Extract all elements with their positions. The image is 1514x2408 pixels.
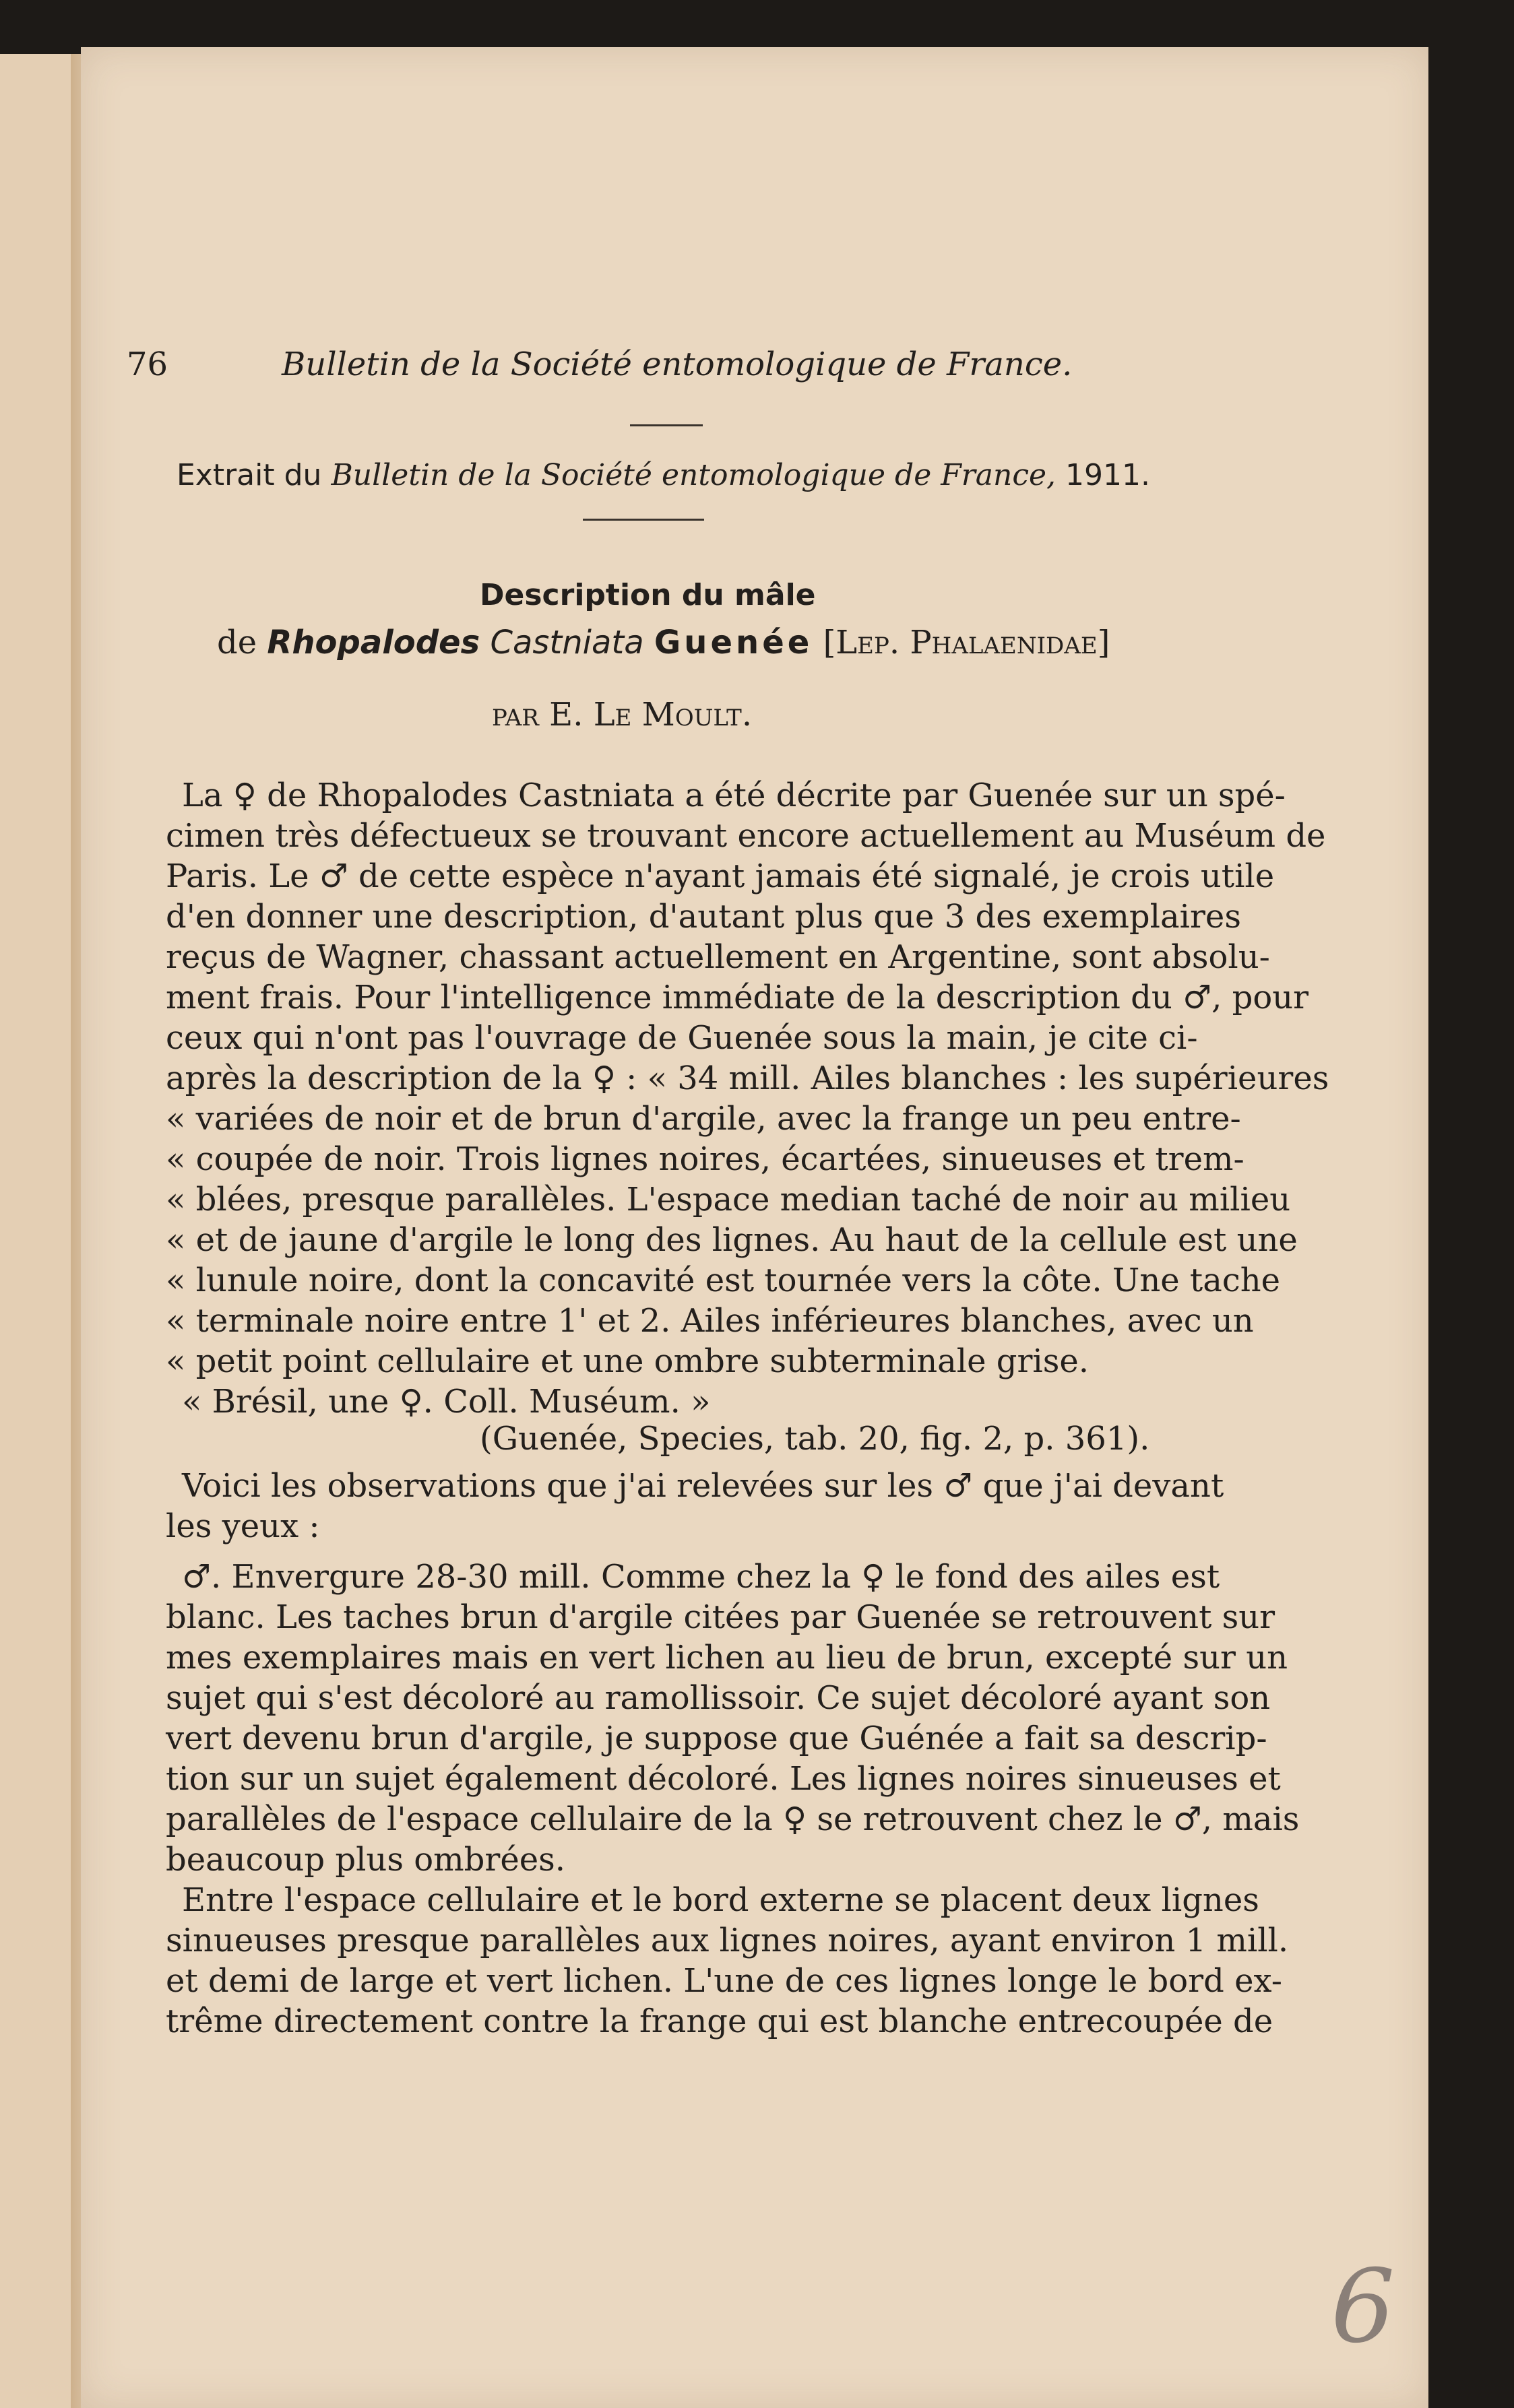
text-line: « terminale noire entre 1' et 2. Ailes inférieures blanches, avec un: [166, 1302, 1254, 1340]
text-line: « Brésil, une ♀. Coll. Muséum. »: [182, 1383, 711, 1421]
text-line: les yeux :: [166, 1507, 320, 1545]
text-line: reçus de Wagner, chassant actuellement en Argentine, sont absolu-: [166, 938, 1270, 976]
article-title: Description du mâle: [480, 578, 816, 612]
text-line: ment frais. Pour l'intelligence immédiate de la description du ♂, pour: [166, 979, 1309, 1016]
text-line: « variées de noir et de brun d'argile, avec la frange un peu entre-: [166, 1100, 1241, 1138]
separator-rule: [630, 424, 703, 426]
text-line: La ♀ de Rhopalodes Castniata a été décrite par Guenée sur un spé-: [182, 777, 1286, 814]
text-line: « lunule noire, dont la concavité est tournée vers la côte. Une tache: [166, 1262, 1281, 1299]
previous-page-edge: [0, 54, 81, 2408]
text-line: « petit point cellulaire et une ombre subterminale grise.: [166, 1342, 1090, 1380]
text-line: « coupée de noir. Trois lignes noires, écartées, sinueuses et trem-: [166, 1140, 1244, 1178]
text-line: après la description de la ♀ : « 34 mill. Ailes blanches : les supérieures: [166, 1060, 1329, 1097]
running-title: Bulletin de la Société entomologique de France.: [282, 346, 1073, 383]
byline: par E. Le Moult.: [492, 696, 753, 734]
separator-rule: [583, 519, 704, 521]
page-number: 76: [127, 346, 168, 383]
text-line: d'en donner une description, d'autant plus que 3 des exemplaires: [166, 898, 1241, 936]
extract-line: [177, 458, 1150, 493]
article-subtitle: [217, 625, 1133, 660]
text-line: ceux qui n'ont pas l'ouvrage de Guenée sous la main, je cite ci-: [166, 1019, 1198, 1057]
text-line: tion sur un sujet également décoloré. Les lignes noires sinueuses et: [166, 1760, 1281, 1798]
text-line: « et de jaune d'argile le long des lignes. Au haut de la cellule est une: [166, 1221, 1298, 1259]
text-line: Entre l'espace cellulaire et le bord externe se placent deux lignes: [182, 1881, 1259, 1919]
species-name: Castniata: [490, 624, 644, 661]
classification: [Lep. Phalaenidae]: [823, 624, 1110, 661]
genus-name: Rhopalodes: [267, 624, 480, 661]
extract-journal: Bulletin de la Société entomologique de France,: [331, 458, 1056, 492]
extract-prefix: Extrait du: [177, 458, 322, 492]
text-line: mes exemplaires mais en vert lichen au lieu de brun, excepté sur un: [166, 1639, 1288, 1677]
text-line: cimen très défectueux se trouvant encore actuellement au Muséum de: [166, 817, 1326, 855]
text-line: et demi de large et vert lichen. L'une de ces lignes longe le bord ex-: [166, 1962, 1282, 2000]
text-line: sujet qui s'est décoloré au ramollissoir. Ce sujet décoloré ayant son: [166, 1679, 1271, 1717]
author-name: Guenée: [654, 624, 813, 661]
extract-year: 1911.: [1065, 458, 1150, 492]
text-line: « blées, presque parallèles. L'espace median taché de noir au milieu: [166, 1181, 1291, 1218]
text-line: trême directement contre la frange qui est blanche entrecoupée de: [166, 2003, 1273, 2040]
text-line: Paris. Le ♂ de cette espèce n'ayant jamais été signalé, je crois utile: [166, 857, 1275, 895]
text-line: sinueuses presque parallèles aux lignes noires, ayant environ 1 mill.: [166, 1922, 1289, 1959]
text-line: parallèles de l'espace cellulaire de la ♀ se retrouvent chez le ♂, mais: [166, 1800, 1300, 1838]
text-line: beaucoup plus ombrées.: [166, 1841, 566, 1879]
citation-line: (Guenée, Species, tab. 20, fig. 2, p. 361).: [480, 1420, 1150, 1458]
text-line: vert devenu brun d'argile, je suppose que Guénée a fait sa descrip-: [166, 1720, 1267, 1757]
pencil-page-note: 6: [1331, 2248, 1395, 2366]
text-line: ♂. Envergure 28-30 mill. Comme chez la ♀ le fond des ailes est: [182, 1558, 1220, 1596]
text-line: blanc. Les taches brun d'argile citées par Guenée se retrouvent sur: [166, 1598, 1275, 1636]
text-line: Voici les observations que j'ai relevées sur les ♂ que j'ai devant: [182, 1467, 1224, 1505]
subtitle-prefix: de: [217, 624, 257, 661]
